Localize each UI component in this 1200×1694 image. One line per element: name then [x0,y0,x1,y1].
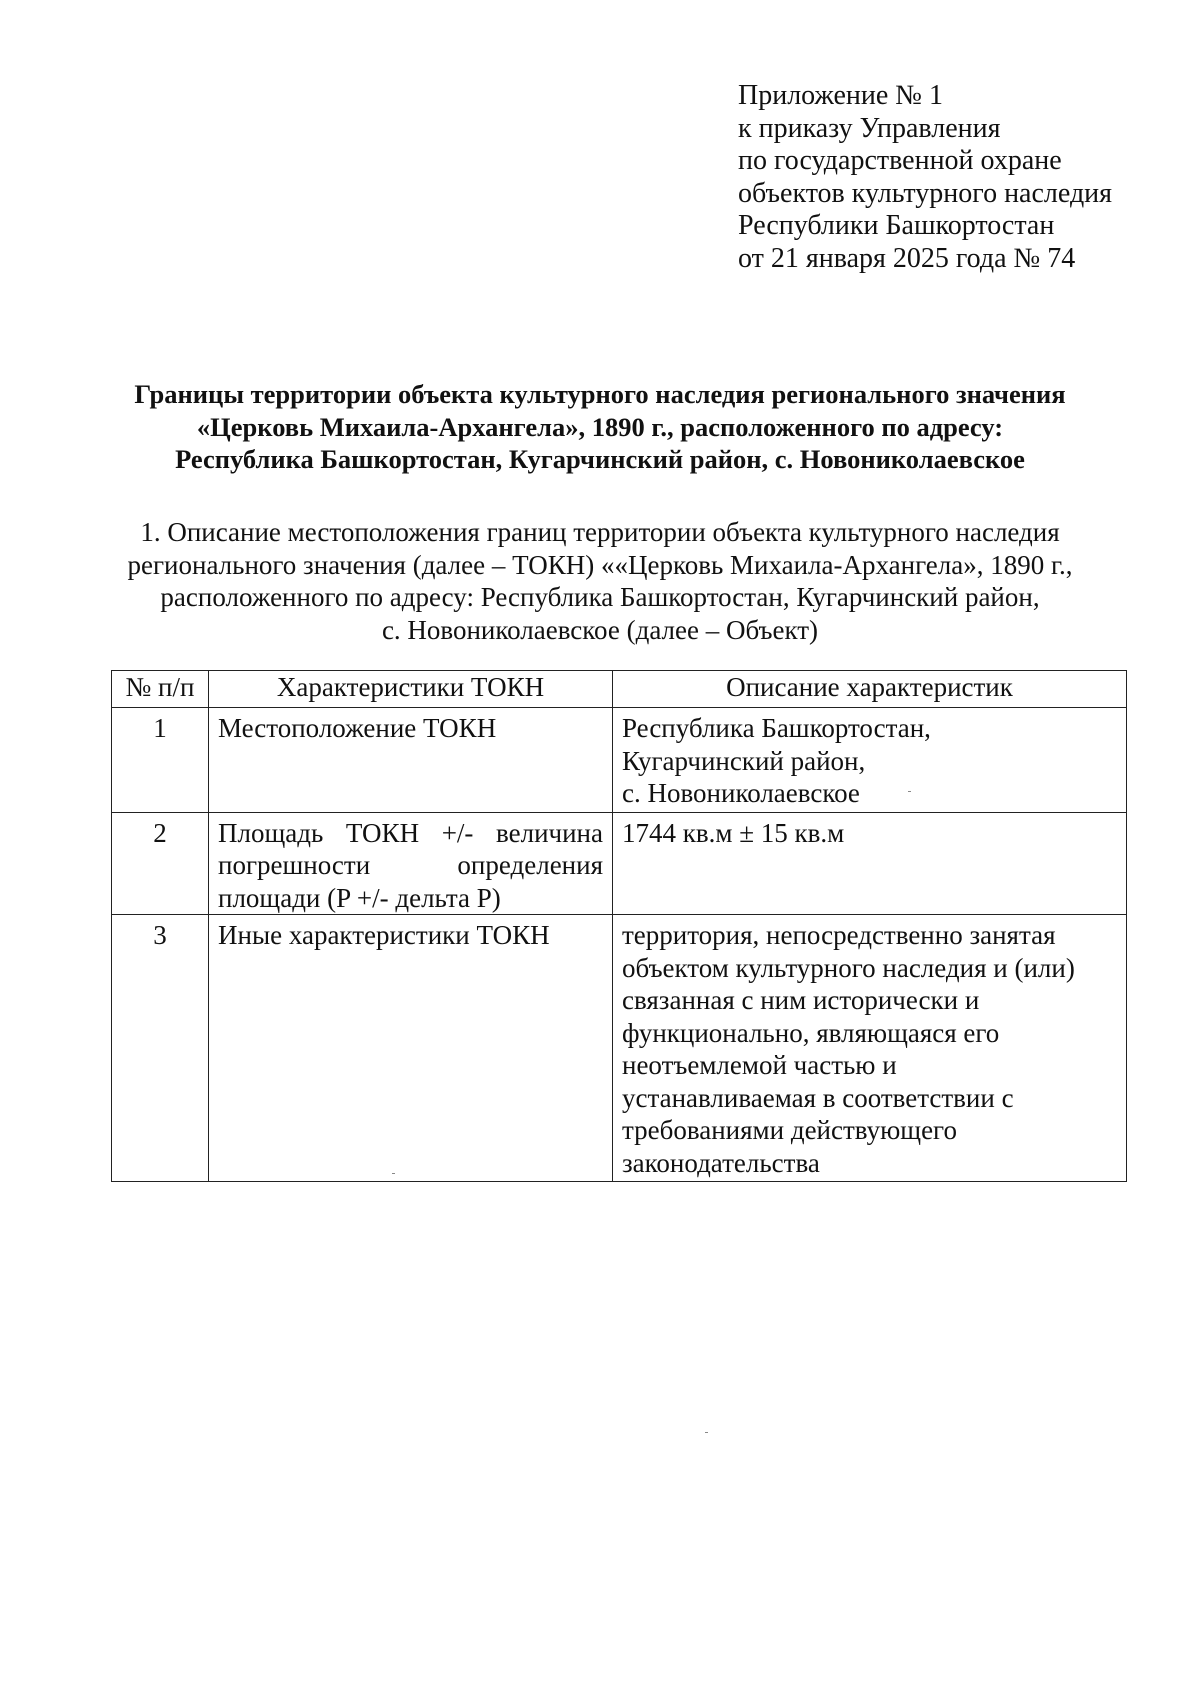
description-value-line: объектом культурного наследия и (или) [622,952,1075,983]
row-characteristic [209,812,613,915]
characteristic-line: Площадь ТОКН +/- величина [218,817,603,848]
appendix-line: от 21 января 2025 года № 74 [738,242,1076,274]
description-value-line: связанная с ним исторически и [622,985,980,1015]
appendix-header [738,80,1112,276]
characteristic-line: площади (P +/- дельта P) [218,882,501,913]
row-characteristic [209,708,613,813]
description-value-line: 1744 кв.м ± 15 кв.м [622,817,845,848]
characteristic-line: Иные характеристики ТОКН [218,920,550,950]
header-characteristic: Характеристики ТОКН [209,671,613,708]
description-value-line: неотъемлемой частью и [622,1050,897,1080]
description-line: регионального значения (далее – ТОКН) ««Церковь Михаила-Архангела», 1890 г., [127,549,1073,580]
row-description [613,708,1127,813]
description-value-line: требованиями действующего [622,1115,957,1145]
section-description [80,516,1120,646]
description-value-line: территория, непосредственно занятая [622,920,1056,950]
appendix-line: Республики Башкортостан [738,210,1055,242]
description-line: 1. Описание местоположения границ территории объекта культурного наследия [140,517,1060,547]
scan-speck [392,1173,395,1174]
appendix-line: объектов культурного наследия [738,177,1113,209]
row-description [613,915,1127,1182]
description-value-line: устанавливаемая в соответствии с [622,1082,1014,1113]
appendix-line: Приложение № 1 [738,80,943,111]
characteristics-table [111,670,1127,1182]
scan-speck [705,1432,708,1433]
row-number: 1 [112,708,209,813]
row-number: 3 [112,915,209,1182]
row-number: 2 [112,812,209,915]
table-row [112,915,1127,1182]
table-row [112,812,1127,915]
title-line: «Церковь Михаила-Архангела», 1890 г., расположенного по адресу: [196,411,1004,442]
header-description: Описание характеристик [613,671,1127,708]
document-title [80,378,1120,476]
description-value-line: Кугарчинский район, [622,745,866,776]
title-line: Границы территории объекта культурного наследия регионального значения [134,379,1066,409]
characteristic-line: погрешности определения [218,850,603,880]
scan-speck [908,791,911,792]
appendix-line: к приказу Управления [738,112,1001,144]
characteristic-line: Местоположение ТОКН [218,713,497,743]
description-line: с. Новониколаевское (далее – Объект) [381,614,819,645]
table-header-row [112,671,1127,708]
table-row [112,708,1127,813]
description-value-line: функционально, являющаяся его [622,1017,1000,1048]
appendix-line: по государственной охране [738,145,1062,177]
row-characteristic [209,915,613,1182]
description-value-line: Республика Башкортостан, [622,713,931,743]
description-line: расположенного по адресу: Республика Башкортостан, Кугарчинский район, [160,582,1040,612]
description-value-line: с. Новониколаевское [622,778,860,808]
title-line: Республика Башкортостан, Кугарчинский район, с. Новониколаевское [175,444,1025,474]
description-value-line: законодательства [622,1147,820,1178]
header-number: № п/п [112,671,209,708]
row-description [613,812,1127,915]
